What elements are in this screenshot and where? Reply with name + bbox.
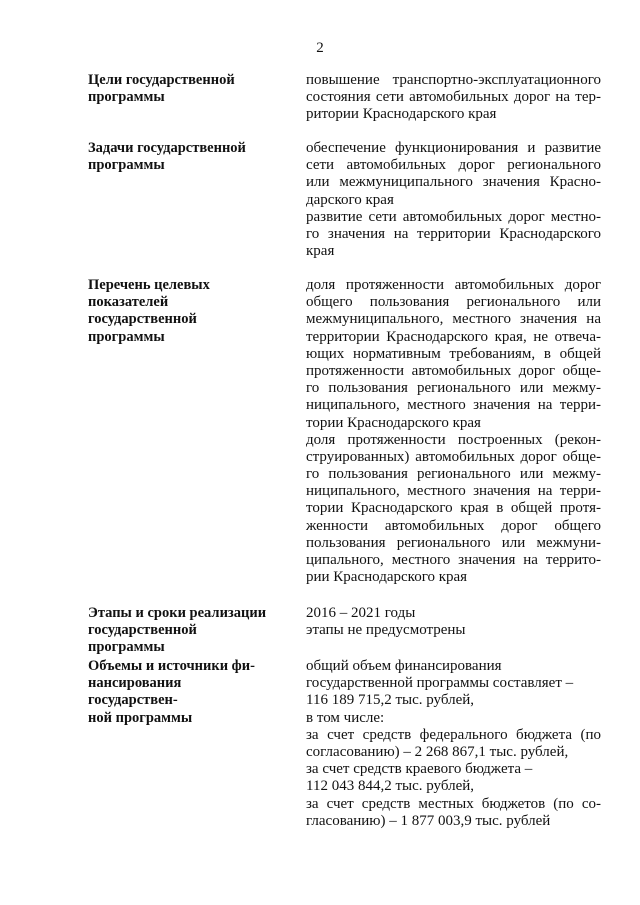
goals-label (88, 72, 273, 106)
tasks-value-line: дарского края (306, 191, 394, 208)
indicators-value-line: ципального, местного значения на террито- (306, 552, 601, 568)
stages-value-line: этапы не предусмотрены (306, 622, 466, 639)
stages-value (306, 605, 601, 639)
indicators-label-line: Перечень целевых (88, 277, 210, 293)
page-number: 2 (316, 40, 324, 56)
indicators-value-line: межмуниципального, местного значения на (306, 311, 601, 328)
tasks-value-line: края (306, 243, 335, 260)
indicators-value-line: струированных) автомобильных дорог обще- (306, 448, 601, 465)
stages-label-line: Этапы и сроки реализации (88, 605, 267, 621)
indicators-value-line: территории Краснодарского края, не отвеча- (306, 328, 601, 345)
tasks-value-line: го значения на территории Краснодарского (306, 225, 601, 242)
funding-value-line: гласованию) – 1 877 003,9 тыс. рублей (306, 812, 551, 829)
funding-label-line: нансирования государствен- (88, 675, 182, 709)
funding-label-line: ной программы (88, 709, 193, 726)
indicators-value-line: пользования регионального или межмуни- (306, 534, 601, 551)
funding-value (306, 658, 601, 830)
funding-label-line: Объемы и источники фи- (88, 658, 255, 674)
tasks-value-line: или межмуниципального значения Красно- (306, 174, 601, 191)
indicators-value-line: го пользования регионального или межму- (306, 466, 601, 483)
goals-value (306, 72, 601, 124)
funding-value-line: за счет средств местных бюджетов (по со- (306, 795, 601, 812)
indicators-value-line: го пользования регионального или межму- (306, 380, 601, 397)
funding-value-line: 112 043 844,2 тыс. рублей, (306, 778, 475, 795)
funding-value-line: 116 189 715,2 тыс. рублей, (306, 692, 475, 709)
tasks-label-line: Задачи государственной (88, 140, 246, 156)
funding-label (88, 658, 273, 727)
funding-value-line: общий объем финансирования (306, 658, 502, 674)
indicators-value-line: ниципального, местного значения на терри- (306, 397, 601, 414)
indicators-value-line: тории Краснодарского края в общей протя- (306, 500, 601, 517)
goals-value-line: повышение транспортно-эксплуатационного (306, 72, 601, 88)
tasks-label (88, 140, 273, 174)
funding-value-line: согласованию) – 2 268 867,1 тыс. рублей, (306, 743, 569, 760)
indicators-value-line: женности автомобильных дорог общего (306, 517, 601, 534)
stages-label-line: государственной программы (88, 622, 197, 656)
goals-label-line: программы (88, 89, 165, 106)
tasks-value-line: обеспечение функционирования и развитие (306, 140, 601, 156)
indicators-value-line: доля протяженности построенных (рекон- (306, 431, 601, 448)
indicators-label-line: государственной программы (88, 311, 197, 345)
stages-value-line: 2016 – 2021 годы (306, 605, 416, 621)
indicators-value-line: доля протяженности автомобильных дорог (306, 277, 601, 293)
tasks-value (306, 140, 601, 260)
indicators-label (88, 277, 273, 346)
indicators-value-line: ющих нормативным требованиям, в общей (306, 345, 601, 362)
indicators-value-line: протяженности автомобильных дорог обще- (306, 362, 601, 379)
indicators-value-line: общего пользования регионального или (306, 294, 601, 311)
indicators-value-line: рии Краснодарского края (306, 569, 468, 586)
indicators-value-line: тории Краснодарского края (306, 414, 481, 431)
goals-label-line: Цели государственной (88, 72, 235, 88)
funding-value-line: за счет средств краевого бюджета – (306, 761, 533, 778)
goals-value-line: ритории Краснодарского края (306, 106, 497, 123)
funding-value-line: в том числе: (306, 709, 385, 726)
indicators-label-line: показателей (88, 294, 169, 311)
funding-value-line: государственной программы составляет – (306, 675, 574, 692)
stages-label (88, 605, 273, 657)
indicators-value-line: ниципального, местного значения на терри- (306, 483, 601, 500)
goals-value-line: состояния сети автомобильных дорог на тер- (306, 89, 601, 106)
funding-value-line: за счет средств федерального бюджета (по (306, 726, 601, 743)
tasks-value-line: сети автомобильных дорог регионального (306, 157, 601, 174)
tasks-label-line: программы (88, 157, 165, 174)
indicators-value (306, 277, 601, 586)
tasks-value-line: развитие сети автомобильных дорог местно- (306, 208, 601, 225)
